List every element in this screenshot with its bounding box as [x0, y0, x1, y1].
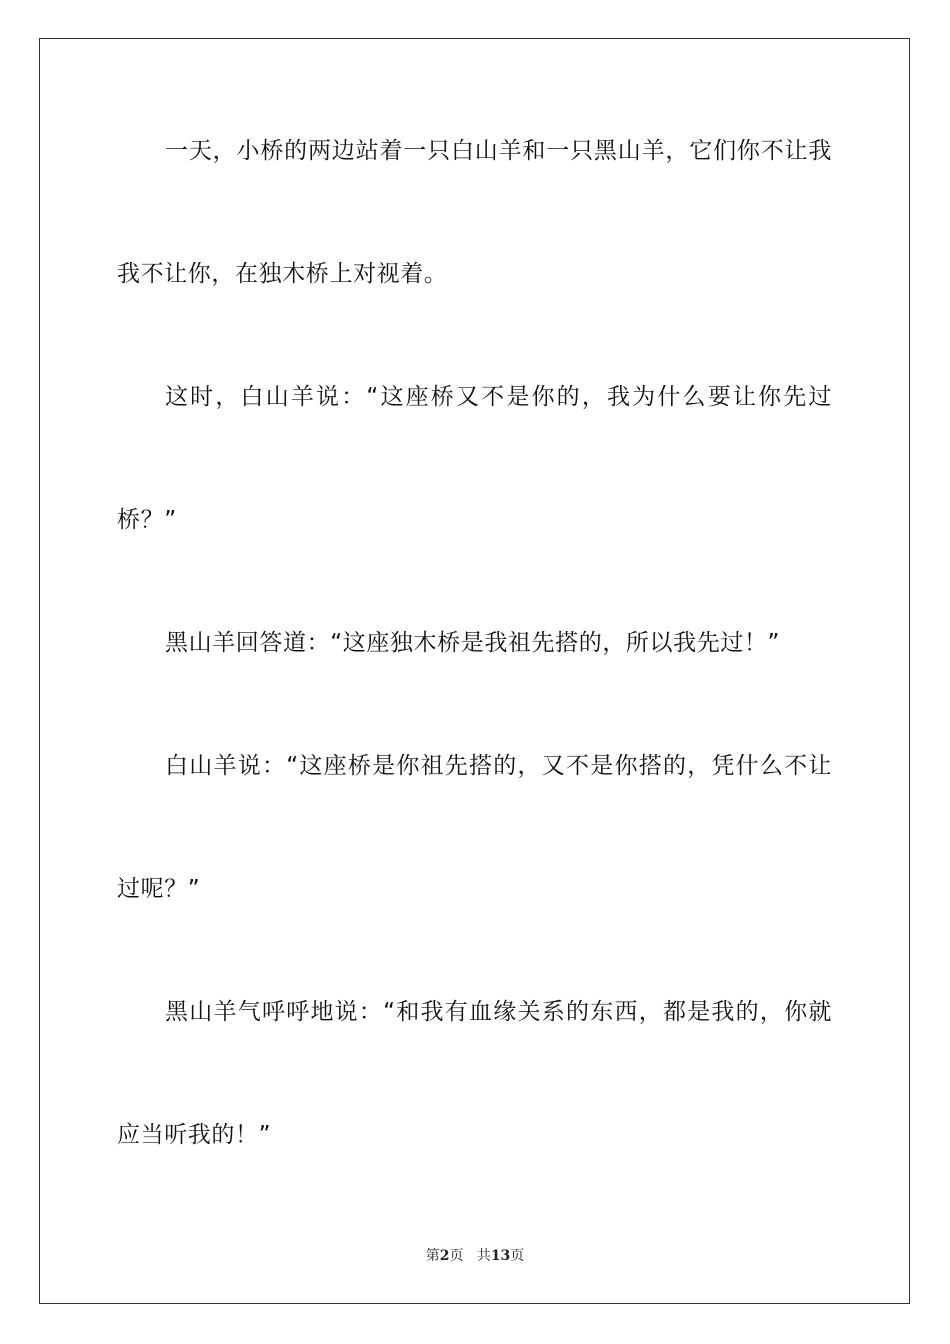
paragraph-line-3: 这时，白山羊说：“这座桥又不是你的，我为什么要让你先过: [165, 384, 832, 410]
footer-page-suffix: 页: [449, 1248, 464, 1264]
footer-total-suffix: 页: [510, 1248, 525, 1264]
paragraph-line-1: 一天，小桥的两边站着一只白山羊和一只黑山羊，它们你不让我: [165, 138, 832, 164]
paragraph-line-9: 应当听我的！”: [117, 1122, 272, 1148]
paragraph-line-2: 我不让你，在独木桥上对视着。: [117, 261, 448, 287]
footer-page-prefix: 第: [425, 1248, 440, 1264]
paragraph-line-5: 黑山羊回答道：“这座独木桥是我祖先搭的，所以我先过！”: [165, 630, 781, 656]
page-footer: [0, 1246, 950, 1266]
footer-page-number: 2: [439, 1248, 450, 1264]
paragraph-line-6: 白山羊说：“这座桥是你祖先搭的，又不是你搭的，凭什么不让: [165, 753, 832, 779]
paragraph-line-8: 黑山羊气呼呼地说：“和我有血缘关系的东西，都是我的，你就: [165, 999, 832, 1025]
page-border: [39, 38, 910, 1304]
footer-total-pages: 13: [490, 1248, 511, 1264]
paragraph-line-4: 桥？”: [117, 507, 177, 533]
footer-total-prefix: 共: [476, 1248, 491, 1264]
paragraph-line-7: 过呢？”: [117, 876, 201, 902]
